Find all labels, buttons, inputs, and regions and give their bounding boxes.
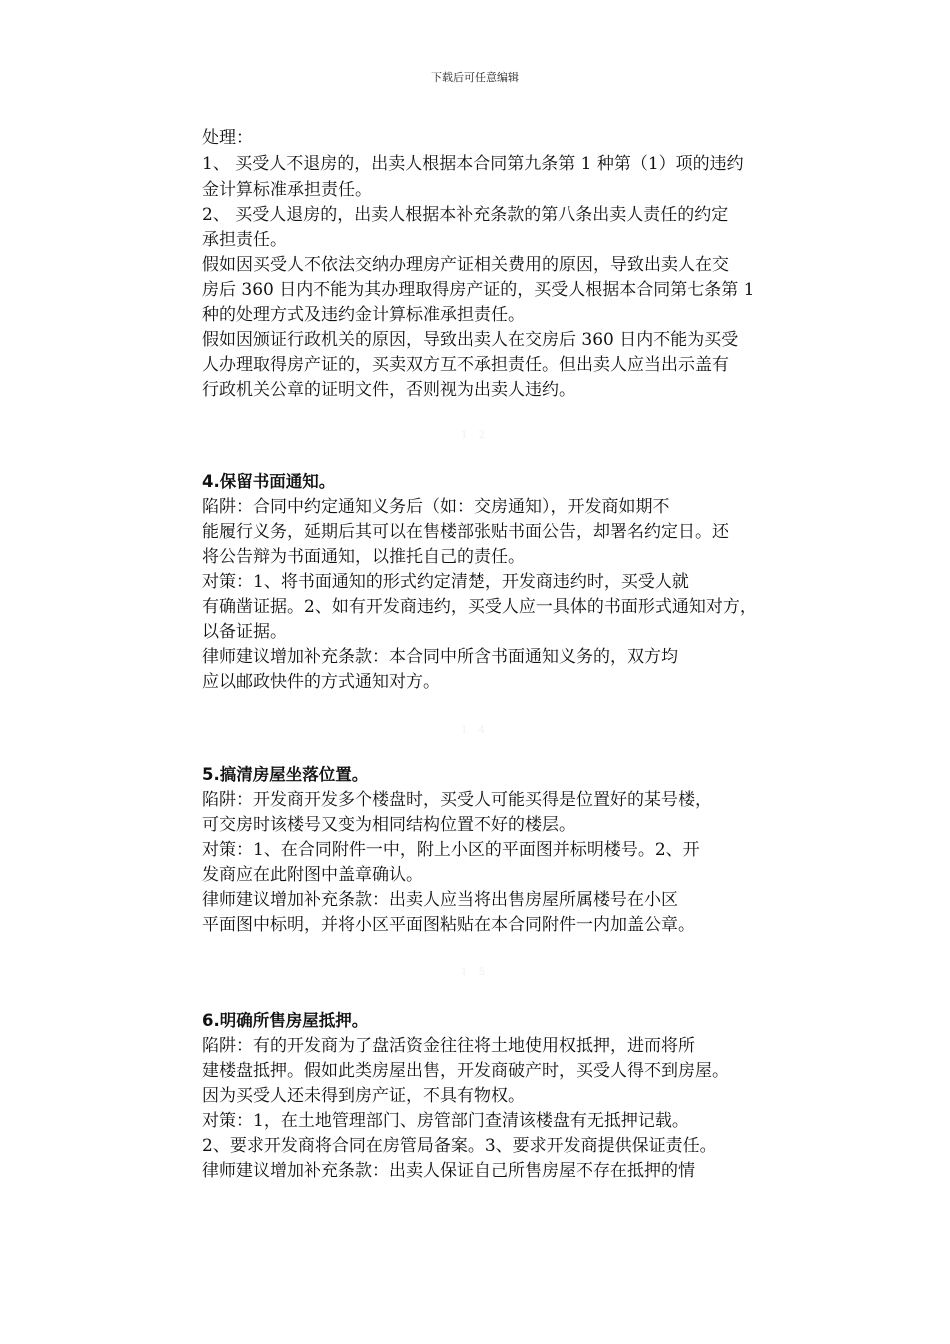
text-line: 房后 360 日内不能为其办理取得房产证的，买受人根据本合同第七条第 1 [202, 280, 755, 300]
text-line: 建楼盘抵押。假如此类房屋出售，开发商破产时，买受人得不到房屋。 [202, 1061, 729, 1081]
section-heading: 5.搞清房屋坐落位置。 [202, 765, 369, 784]
text-line: 种的处理方式及违约金计算标准承担责任。 [202, 305, 525, 325]
text-line: 行政机关公章的证明文件，否则视为出卖人违约。 [202, 380, 576, 400]
page-header: 下载后可任意编辑 [431, 71, 519, 84]
text-line: 陷阱：合同中约定通知义务后（如：交房通知），开发商如期不 [202, 497, 670, 517]
text-line: 承担责任。 [202, 230, 287, 250]
text-line: 平面图中标明，并将小区平面图粘贴在本合同附件一内加盖公章。 [202, 915, 695, 935]
text-line: 人办理取得房产证的，买卖双方互不承担责任。但出卖人应当出示盖有 [202, 355, 729, 375]
text-line: 将公告辩为书面通知，以推托自己的责任。 [202, 547, 525, 567]
text-line: 陷阱：有的开发商为了盘活资金往往将土地使用权抵押，进而将所 [202, 1036, 695, 1056]
text-line: 以备证据。 [202, 622, 287, 642]
text-line: 2、要求开发商将合同在房管局备案。3、要求开发商提供保证责任。 [202, 1136, 717, 1156]
section-heading: 6.明确所售房屋抵押。 [202, 1011, 369, 1030]
text-line: 1、 买受人不退房的，出卖人根据本合同第九条第 1 种第（1）项的违约 [202, 154, 744, 174]
page-number-mark: 1 2 [461, 430, 489, 441]
text-line: 假如因颁证行政机关的原因，导致出卖人在交房后 360 日内不能为买受 [202, 330, 739, 350]
text-line: 律师建议增加补充条款：出卖人保证自己所售房屋不存在抵押的情 [202, 1161, 695, 1181]
text-line: 2、 买受人退房的，出卖人根据本补充条款的第八条出卖人责任的约定 [202, 205, 729, 225]
text-line: 对策：1、将书面通知的形式约定清楚，开发商违约时，买受人就 [202, 572, 689, 592]
page-number-mark: 1 4 [461, 725, 489, 736]
text-line: 对策：1，在土地管理部门、房管部门查清该楼盘有无抵押记载。 [202, 1111, 689, 1131]
text-line: 金计算标准承担责任。 [202, 180, 372, 200]
text-line: 发商应在此附图中盖章确认。 [202, 865, 423, 885]
text-line: 律师建议增加补充条款：本合同中所含书面通知义务的，双方均 [202, 647, 678, 667]
text-line: 因为买受人还未得到房产证，不具有物权。 [202, 1086, 525, 1106]
text-line: 可交房时该楼号又变为相同结构位置不好的楼层。 [202, 815, 576, 835]
text-line: 对策：1、在合同附件一中，附上小区的平面图并标明楼号。2、开 [202, 840, 700, 860]
page-number-mark: 1 5 [461, 967, 489, 978]
text-line: 能履行义务，延期后其可以在售楼部张贴书面公告，却署名约定日。还 [202, 522, 729, 542]
text-line: 假如因买受人不依法交纳办理房产证相关费用的原因，导致出卖人在交 [202, 255, 729, 275]
text-line: 应以邮政快件的方式通知对方。 [202, 672, 440, 692]
text-line: 有确凿证据。2、如有开发商违约，买受人应一具体的书面形式通知对方， [202, 597, 757, 617]
section-heading: 4.保留书面通知。 [202, 472, 336, 491]
text-line: 处理： [202, 128, 253, 148]
text-line: 律师建议增加补充条款：出卖人应当将出售房屋所属楼号在小区 [202, 890, 678, 910]
text-line: 陷阱：开发商开发多个楼盘时，买受人可能买得是位置好的某号楼， [202, 790, 712, 810]
